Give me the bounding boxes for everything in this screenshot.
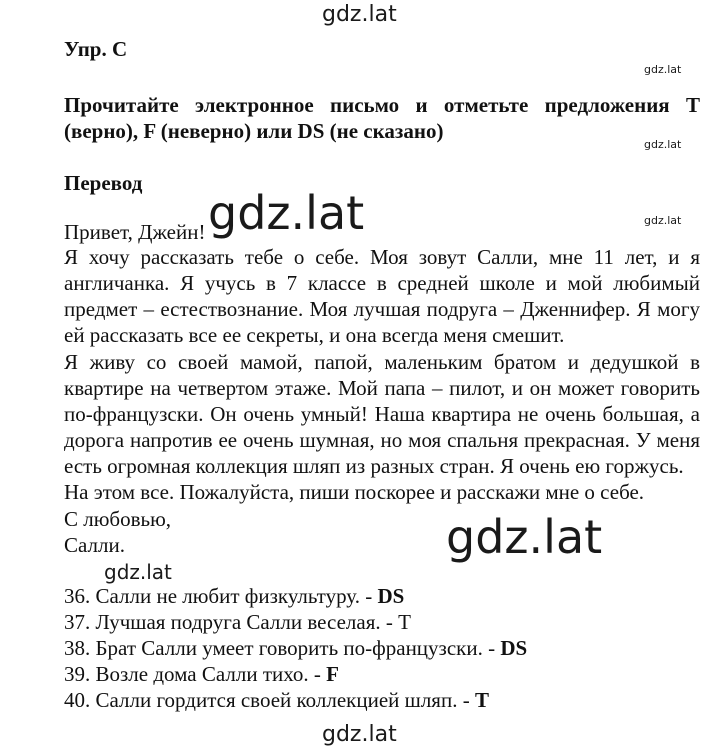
section-title: Перевод — [64, 171, 143, 195]
letter-line: есть огромная коллекция шляп из разных стран. Я очень ею горжусь. — [64, 454, 684, 478]
instruction-line-2: (верно), F (неверно) или DS (не сказано) — [64, 119, 444, 143]
watermark-medium: gdz.lat — [104, 560, 172, 584]
letter-line: Я хочу рассказать тебе о себе. Моя зовут Салли, мне 11 лет, и я — [64, 245, 700, 269]
answer-item: 39. Возле дома Салли тихо. - F — [64, 662, 339, 686]
answer-item: 37. Лучшая подруга Салли веселая. - T — [64, 610, 411, 634]
watermark-small: gdz.lat — [644, 138, 682, 151]
answer-mark: DS — [377, 584, 405, 608]
answer-mark: F — [326, 662, 339, 686]
letter-line: ей рассказать все ее секреты, и она всегда меня смешит. — [64, 323, 565, 347]
watermark-top: gdz.lat — [322, 2, 397, 27]
letter-line: англичанка. Я учусь в 7 классе в средней школе и мой любимый — [64, 271, 700, 295]
exercise-title: Упр. C — [64, 37, 128, 61]
watermark-small: gdz.lat — [644, 214, 682, 227]
letter-line: предмет – естествознание. Моя лучшая подруга – Дженнифер. Я могу — [64, 297, 700, 321]
instruction-line-1: Прочитайте электронное письмо и отметьте предложения T — [64, 93, 700, 117]
answer-item: 38. Брат Салли умеет говорить по-французски. - DS — [64, 636, 528, 660]
answer-item: 36. Салли не любит физкультуру. - DS — [64, 584, 405, 608]
letter-closing: С любовью, — [64, 507, 172, 531]
watermark-bottom: gdz.lat — [322, 722, 397, 747]
letter-paragraph-3: На этом все. Пожалуйста, пиши поскорее и расскажи мне о себе. — [64, 480, 645, 504]
letter-greeting: Привет, Джейн! — [64, 220, 206, 244]
letter-signature: Салли. — [64, 533, 125, 557]
letter-line: по-французски. Он очень умный! Наша квартира не очень большая, а — [64, 402, 700, 426]
watermark-small: gdz.lat — [644, 63, 682, 76]
letter-line: дорога напротив ее очень шумная, но моя спальня прекрасная. У меня — [64, 428, 700, 452]
letter-line: квартире на четвертом этаже. Мой папа – пилот, и он может говорить — [64, 376, 700, 400]
letter-line: Я живу со своей мамой, папой, маленьким братом и дедушкой в — [64, 350, 700, 374]
watermark-large: gdz.lat — [208, 186, 365, 240]
watermark-large: gdz.lat — [446, 510, 603, 564]
answer-mark: DS — [500, 636, 528, 660]
answer-mark: T — [474, 688, 489, 712]
answer-mark: T — [398, 610, 411, 634]
answer-item: 40. Салли гордится своей коллекцией шляп. - T — [64, 688, 489, 712]
